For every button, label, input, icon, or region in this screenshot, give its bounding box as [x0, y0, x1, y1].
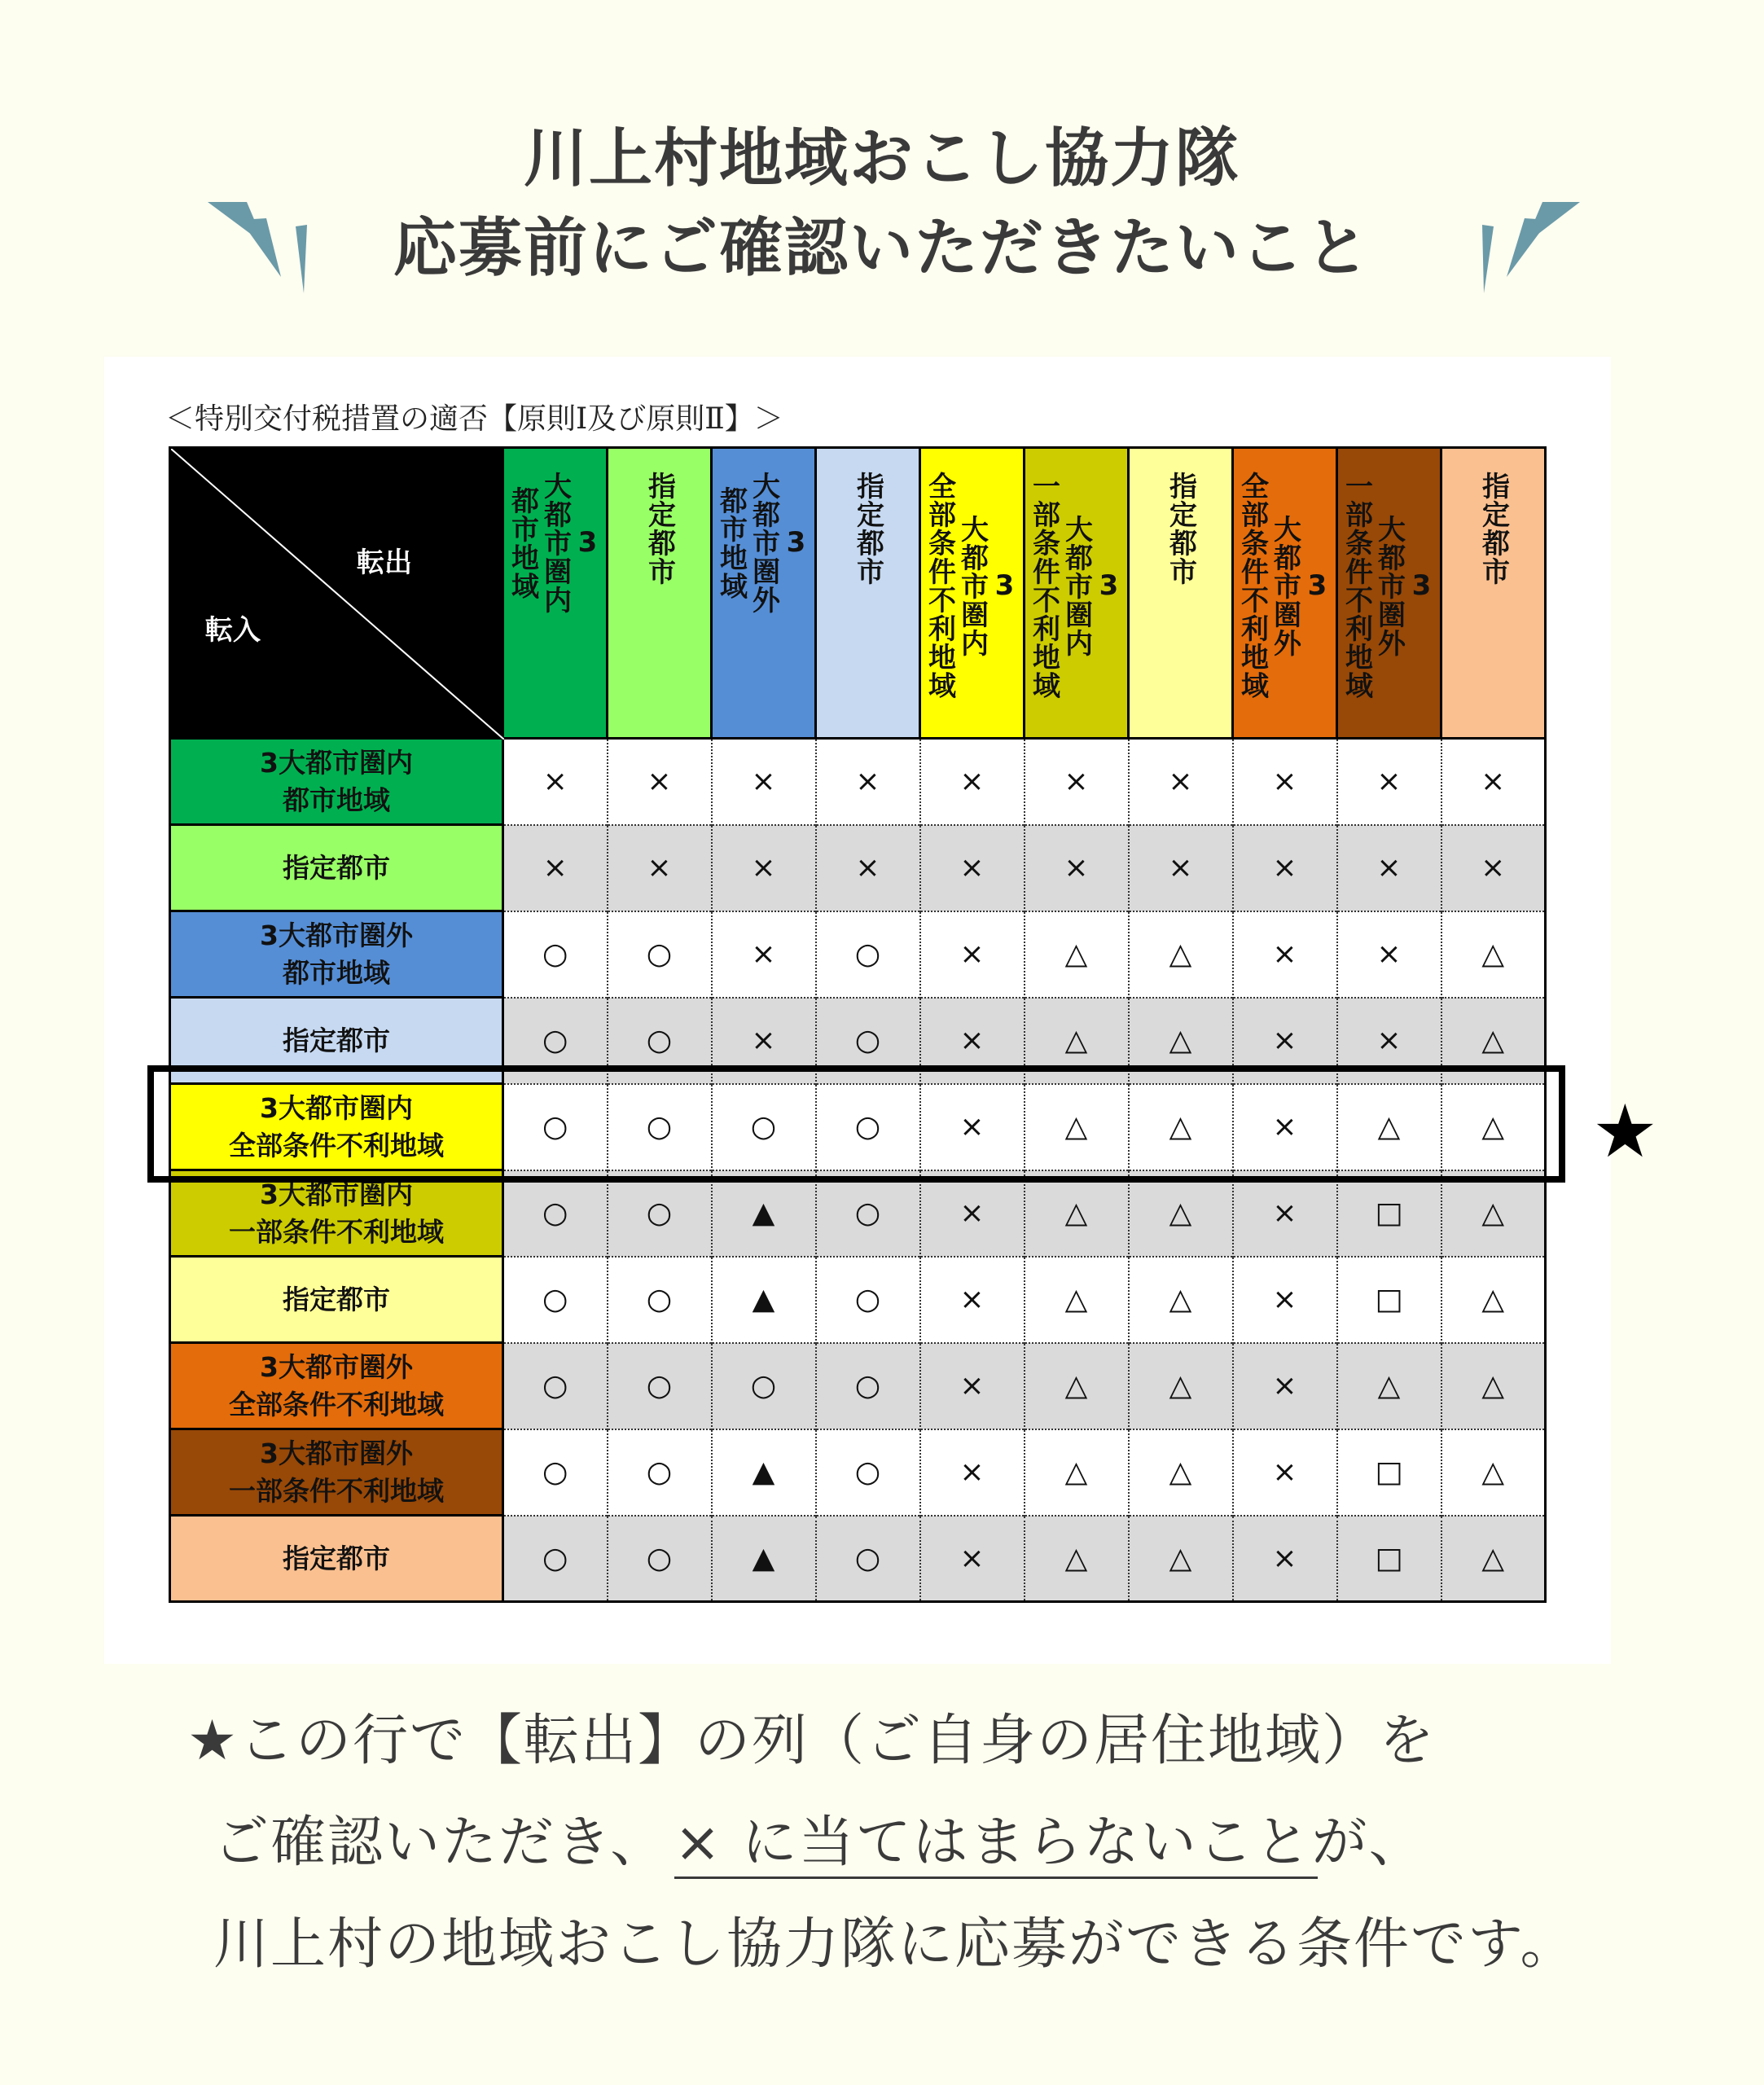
row-header	[170, 1170, 503, 1257]
table-cell: ○	[503, 1084, 608, 1170]
row-header-label: 3大都市圏外	[260, 1350, 413, 1383]
table-cell: ○	[712, 1084, 816, 1170]
table-cell: ×	[1025, 739, 1129, 825]
table-cell: ○	[503, 1516, 608, 1602]
table-cell: ×	[920, 911, 1025, 998]
table-row	[170, 1170, 1546, 1257]
note-line-3: 川上村の地域おこし協力隊に応募ができる条件です。	[213, 1912, 1578, 1977]
row-header	[170, 1429, 503, 1516]
right-accent-icon	[1458, 202, 1580, 300]
row-header-sublabel: 都市地域	[283, 784, 390, 816]
table-cell: △	[1441, 1516, 1546, 1602]
table-cell: △	[1025, 1429, 1129, 1516]
table-cell: ○	[503, 1429, 608, 1516]
table-cell: ×	[920, 739, 1025, 825]
column-header-label: 3 大都市圏外 一部条件不利地域	[1340, 472, 1438, 700]
row-header-label: 指定都市	[283, 1542, 390, 1574]
table-cell: ×	[1337, 825, 1441, 911]
table-cell: △	[1441, 911, 1546, 998]
table-cell: ×	[608, 739, 712, 825]
table-caption: ＜特別交付税措置の適否【原則Ⅰ及び原則Ⅱ】＞	[165, 402, 783, 436]
row-header-label: 3大都市圏外	[260, 919, 413, 951]
table-cell: ×	[1337, 911, 1441, 998]
table-cell: ▲	[712, 1516, 816, 1602]
column-header	[608, 448, 712, 739]
column-header-label: 3 大都市圏内 都市地域	[506, 472, 604, 614]
table-cell: ○	[503, 1257, 608, 1343]
table-cell: △	[1441, 998, 1546, 1084]
table-cell: ×	[1025, 825, 1129, 911]
table-cell: ×	[712, 739, 816, 825]
table-cell: △	[1337, 1084, 1441, 1170]
table-cell: ×	[920, 998, 1025, 1084]
table-cell: ×	[608, 825, 712, 911]
table-cell: ×	[920, 825, 1025, 911]
table-cell: ▲	[712, 1170, 816, 1257]
table-cell: ○	[712, 1343, 816, 1429]
table-cell: ○	[608, 1429, 712, 1516]
row-header-label: 3大都市圏内	[260, 1091, 413, 1124]
column-header-label: 指定都市	[851, 472, 884, 586]
column-header	[1337, 448, 1441, 739]
table-cell: △	[1129, 911, 1233, 998]
table-cell: △	[1129, 1084, 1233, 1170]
table-cell: ○	[608, 1084, 712, 1170]
row-header-label: 指定都市	[283, 851, 390, 884]
corner-in-label: 転入	[205, 614, 261, 647]
table-cell: ×	[1233, 825, 1337, 911]
title-line-2: 応募前にご確認いただきたいこと	[393, 212, 1371, 285]
table-cell: ×	[816, 825, 920, 911]
table-cell: △	[1025, 1257, 1129, 1343]
left-accent-icon	[208, 202, 330, 300]
column-header	[1129, 448, 1233, 739]
table-row	[170, 825, 1546, 911]
row-header-label: 3大都市圏外	[260, 1437, 413, 1469]
diagonal-divider	[171, 449, 504, 740]
table-cell: ×	[1233, 911, 1337, 998]
column-header	[1233, 448, 1337, 739]
row-header-label: 3大都市圏内	[260, 1178, 413, 1210]
table-cell: ○	[816, 1516, 920, 1602]
table-cell: ×	[1233, 1516, 1337, 1602]
table-cell: ×	[1337, 998, 1441, 1084]
table-cell: △	[1025, 1516, 1129, 1602]
table-cell: △	[1129, 1516, 1233, 1602]
table-cell: ×	[1129, 825, 1233, 911]
highlight-box	[147, 1065, 1565, 1183]
table-cell: □	[1337, 1429, 1441, 1516]
table-cell: △	[1025, 998, 1129, 1084]
column-header	[920, 448, 1025, 739]
table-cell: ×	[920, 1429, 1025, 1516]
table-cell: ×	[1129, 739, 1233, 825]
row-header	[170, 1516, 503, 1602]
table-cell: ○	[608, 998, 712, 1084]
row-header-label: 指定都市	[283, 1283, 390, 1315]
column-header-label: 3 大都市圏外 都市地域	[714, 472, 813, 614]
table-cell: ○	[503, 1170, 608, 1257]
table-cell: ○	[816, 911, 920, 998]
note-line-2a: ご確認いただき、	[213, 1811, 668, 1875]
column-header	[1441, 448, 1546, 739]
row-header-sublabel: 一部条件不利地域	[229, 1215, 444, 1248]
table-cell: ○	[816, 1084, 920, 1170]
table-cell: △	[1025, 1343, 1129, 1429]
table-cell: ×	[920, 1516, 1025, 1602]
table-cell: ○	[608, 1170, 712, 1257]
table-cell: △	[1129, 1257, 1233, 1343]
column-header	[816, 448, 920, 739]
table-row	[170, 911, 1546, 998]
table-cell: ▲	[712, 1429, 816, 1516]
table-cell: △	[1129, 1170, 1233, 1257]
table-cell: △	[1129, 1429, 1233, 1516]
table-cell: ○	[816, 998, 920, 1084]
row-header-sublabel: 全部条件不利地域	[229, 1388, 444, 1420]
row-header	[170, 1257, 503, 1343]
column-header	[503, 448, 608, 739]
table-cell: ×	[920, 1084, 1025, 1170]
table-cell: ×	[1233, 1170, 1337, 1257]
table-cell: ○	[816, 1170, 920, 1257]
table-cell: ×	[1233, 998, 1337, 1084]
table-cell: □	[1337, 1257, 1441, 1343]
table-cell: ×	[1233, 739, 1337, 825]
table-cell: ×	[1441, 739, 1546, 825]
corner-header	[170, 448, 503, 739]
row-header-sublabel: 一部条件不利地域	[229, 1474, 444, 1507]
table-cell: ○	[816, 1257, 920, 1343]
table-cell: ○	[608, 1343, 712, 1429]
note-line-2b: × に当てはまらないことが、	[674, 1811, 1426, 1875]
table-cell: ×	[1337, 739, 1441, 825]
row-header-label: 指定都市	[283, 1024, 390, 1056]
row-header	[170, 825, 503, 911]
star-marker: ★	[1592, 1089, 1658, 1174]
table-cell: △	[1025, 1170, 1129, 1257]
table-cell: ○	[503, 1343, 608, 1429]
table-cell: △	[1441, 1429, 1546, 1516]
table-cell: ○	[503, 998, 608, 1084]
column-header-label: 指定都市	[643, 472, 676, 586]
column-header-label: 指定都市	[1477, 472, 1510, 586]
table-panel	[104, 357, 1611, 1664]
table-cell: ○	[816, 1429, 920, 1516]
table-cell: △	[1337, 1343, 1441, 1429]
table-cell: △	[1441, 1257, 1546, 1343]
table-row	[170, 1257, 1546, 1343]
row-header	[170, 1343, 503, 1429]
table-cell: ○	[608, 1257, 712, 1343]
row-header-label: 3大都市圏内	[260, 746, 413, 779]
table-cell: ×	[920, 1343, 1025, 1429]
column-header-label: 3 大都市圏外 全部条件不利地域	[1235, 472, 1334, 700]
column-header	[712, 448, 816, 739]
table-cell: □	[1337, 1516, 1441, 1602]
table-cell: ○	[503, 911, 608, 998]
table-cell: ▲	[712, 1257, 816, 1343]
row-header	[170, 739, 503, 825]
table-row	[170, 1429, 1546, 1516]
table-cell: ○	[816, 1343, 920, 1429]
table-cell: △	[1441, 1343, 1546, 1429]
column-header	[1025, 448, 1129, 739]
table-cell: ○	[608, 911, 712, 998]
table-cell: ×	[712, 998, 816, 1084]
row-header	[170, 911, 503, 998]
column-header-label: 3 大都市圏内 全部条件不利地域	[923, 472, 1021, 700]
table-row	[170, 739, 1546, 825]
table-cell: ○	[608, 1516, 712, 1602]
table-cell: △	[1025, 911, 1129, 998]
eligibility-matrix	[169, 446, 1547, 1603]
row-header-sublabel: 都市地域	[283, 956, 390, 989]
table-cell: ×	[712, 825, 816, 911]
table-cell: □	[1337, 1170, 1441, 1257]
table-cell: ×	[920, 1170, 1025, 1257]
table-cell: ×	[920, 1257, 1025, 1343]
table-row	[170, 1343, 1546, 1429]
column-header-label: 3 大都市圏内 一部条件不利地域	[1027, 472, 1126, 700]
corner-out-label: 転出	[357, 546, 412, 579]
table-cell: △	[1129, 998, 1233, 1084]
table-cell: ×	[1233, 1084, 1337, 1170]
row-header-sublabel: 全部条件不利地域	[229, 1129, 444, 1161]
table-cell: △	[1441, 1084, 1546, 1170]
table-cell: ×	[816, 739, 920, 825]
table-cell: △	[1129, 1343, 1233, 1429]
note-line-1: ★この行で【転出】の列（ご自身の居住地域）を	[187, 1709, 1436, 1773]
note-underline	[674, 1876, 1318, 1879]
table-cell: ×	[503, 825, 608, 911]
column-header-label: 指定都市	[1164, 472, 1197, 586]
table-cell: ×	[503, 739, 608, 825]
table-cell: △	[1441, 1170, 1546, 1257]
table-cell: ×	[712, 911, 816, 998]
title-line-1: 川上村地域おこし協力隊	[523, 122, 1240, 195]
table-cell: ×	[1233, 1343, 1337, 1429]
table-row	[170, 1516, 1546, 1602]
table-cell: ×	[1441, 825, 1546, 911]
table-cell: ×	[1233, 1429, 1337, 1516]
table-cell: ×	[1233, 1257, 1337, 1343]
table-cell: △	[1025, 1084, 1129, 1170]
